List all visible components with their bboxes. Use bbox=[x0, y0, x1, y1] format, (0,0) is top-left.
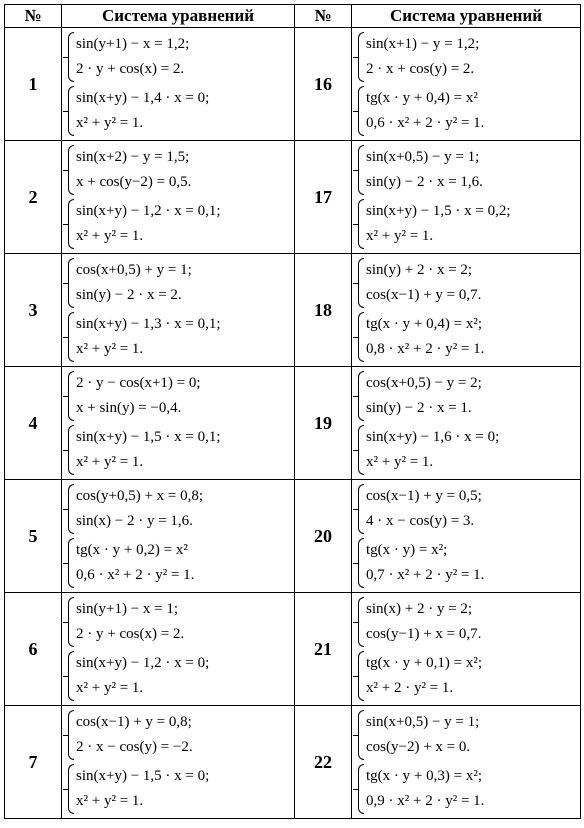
equation-system bbox=[68, 538, 294, 588]
curly-brace bbox=[68, 312, 74, 362]
equation-systems-cell bbox=[352, 593, 581, 706]
equation-systems-cell bbox=[62, 367, 295, 480]
equation-lines bbox=[366, 258, 481, 308]
variant-number: 19 bbox=[295, 367, 352, 480]
variant-number: 17 bbox=[295, 141, 352, 254]
equation: sin(x+y) − 1,3 · x = 0,1; bbox=[76, 316, 221, 332]
curly-brace bbox=[68, 32, 74, 82]
equation-system bbox=[68, 145, 294, 195]
equation-system bbox=[68, 86, 294, 136]
equation-lines bbox=[76, 484, 203, 534]
equation: sin(x+y) − 1,2 · x = 0; bbox=[76, 655, 210, 671]
equation-lines bbox=[76, 764, 209, 814]
equation-system bbox=[68, 710, 294, 760]
variant-number: 2 bbox=[5, 141, 62, 254]
equation: x² + y² = 1. bbox=[76, 228, 144, 244]
equation: x² + y² = 1. bbox=[366, 228, 434, 244]
equation: 0,7 · x² + 2 · y² = 1. bbox=[366, 567, 485, 583]
equation: 2 · y + cos(x) = 2. bbox=[76, 626, 185, 642]
curly-brace bbox=[358, 312, 364, 362]
equation: sin(y) − 2 · x = 1,6. bbox=[366, 174, 483, 190]
equation: sin(x+0,5) − y = 1; bbox=[366, 149, 480, 165]
variant-number: 18 bbox=[295, 254, 352, 367]
variant-number: 16 bbox=[295, 28, 352, 141]
equation-system bbox=[358, 371, 580, 421]
equation: cos(x+0,5) − y = 2; bbox=[366, 375, 482, 391]
equation-lines bbox=[76, 651, 209, 701]
equation: 0,8 · x² + 2 · y² = 1. bbox=[366, 341, 485, 357]
equation: sin(y) + 2 · x = 2; bbox=[366, 262, 473, 278]
equation-lines bbox=[366, 145, 483, 195]
equation-lines bbox=[76, 32, 189, 82]
equation-system bbox=[358, 312, 580, 362]
equation-system bbox=[358, 538, 580, 588]
equation: tg(x · y + 0,3) = x²; bbox=[366, 768, 482, 784]
equation: sin(x+y) − 1,5 · x = 0; bbox=[76, 768, 210, 784]
equation-systems-cell bbox=[352, 28, 581, 141]
equation: tg(x · y + 0,4) = x²; bbox=[366, 316, 482, 332]
header-system: Система уравнений bbox=[352, 5, 581, 28]
equation-lines bbox=[366, 538, 484, 588]
equation: sin(x+y) − 1,6 · x = 0; bbox=[366, 429, 500, 445]
curly-brace bbox=[358, 371, 364, 421]
equation: x² + y² = 1. bbox=[76, 793, 144, 809]
equation: 0,6 · x² + 2 · y² = 1. bbox=[76, 567, 195, 583]
equation: sin(y+1) − x = 1,2; bbox=[76, 36, 190, 52]
curly-brace bbox=[358, 710, 364, 760]
equation-system bbox=[358, 425, 580, 475]
equation: x² + y² = 1. bbox=[76, 341, 144, 357]
table-row bbox=[5, 254, 581, 367]
equation: cos(x−1) + y = 0,8; bbox=[76, 714, 192, 730]
equation: sin(x+y) − 1,2 · x = 0,1; bbox=[76, 203, 221, 219]
equation: 0,6 · x² + 2 · y² = 1. bbox=[366, 115, 485, 131]
curly-brace bbox=[68, 484, 74, 534]
equation-systems-cell bbox=[352, 367, 581, 480]
equation: sin(x+y) − 1,5 · x = 0,2; bbox=[366, 203, 511, 219]
variant-number: 21 bbox=[295, 593, 352, 706]
curly-brace bbox=[68, 764, 74, 814]
equation-lines bbox=[366, 312, 484, 362]
equation: x² + y² = 1. bbox=[366, 454, 434, 470]
equation-systems-cell bbox=[62, 593, 295, 706]
equation-systems-table bbox=[4, 4, 581, 819]
equation: x² + y² = 1. bbox=[76, 115, 144, 131]
equation-system bbox=[68, 425, 294, 475]
equation-lines bbox=[366, 597, 481, 647]
curly-brace bbox=[68, 371, 74, 421]
equation: tg(x · y + 0,1) = x²; bbox=[366, 655, 482, 671]
equation: x + sin(y) = −0,4. bbox=[76, 400, 182, 416]
equation: cos(x−1) + y = 0,5; bbox=[366, 488, 482, 504]
table-row bbox=[5, 480, 581, 593]
equation-lines bbox=[366, 484, 482, 534]
equation: 2 · y − cos(x+1) = 0; bbox=[76, 375, 201, 391]
equation-lines bbox=[366, 371, 482, 421]
variant-number: 22 bbox=[295, 706, 352, 819]
equation: cos(y+0,5) + x = 0,8; bbox=[76, 488, 204, 504]
curly-brace bbox=[68, 145, 74, 195]
equation-system bbox=[68, 258, 294, 308]
equation: sin(x+y) − 1,5 · x = 0,1; bbox=[76, 429, 221, 445]
curly-brace bbox=[358, 199, 364, 249]
equation: x² + y² = 1. bbox=[76, 680, 144, 696]
header-num: № bbox=[295, 5, 352, 28]
equation: cos(x+0,5) + y = 1; bbox=[76, 262, 192, 278]
variant-number: 3 bbox=[5, 254, 62, 367]
equation: 4 · x − cos(y) = 3. bbox=[366, 513, 475, 529]
curly-brace bbox=[68, 538, 74, 588]
equation-system bbox=[358, 145, 580, 195]
table-row bbox=[5, 593, 581, 706]
equation-system bbox=[358, 597, 580, 647]
equation-lines bbox=[366, 651, 482, 701]
equation: sin(y) − 2 · x = 1. bbox=[366, 400, 472, 416]
variant-number: 4 bbox=[5, 367, 62, 480]
equation-system bbox=[358, 199, 580, 249]
equation-system bbox=[358, 32, 580, 82]
equation-lines bbox=[76, 312, 221, 362]
equation-lines bbox=[76, 597, 184, 647]
equation-system bbox=[68, 312, 294, 362]
equation-lines bbox=[76, 425, 221, 475]
variant-number: 6 bbox=[5, 593, 62, 706]
equation-system bbox=[68, 484, 294, 534]
equation-system bbox=[68, 32, 294, 82]
curly-brace bbox=[68, 710, 74, 760]
equation-system bbox=[68, 651, 294, 701]
equation-lines bbox=[366, 86, 484, 136]
equation-systems-cell bbox=[62, 28, 295, 141]
equation: 2 · x − cos(y) = −2. bbox=[76, 739, 193, 755]
equation: cos(y−1) + x = 0,7. bbox=[366, 626, 482, 642]
equation-systems-cell bbox=[62, 706, 295, 819]
equation-lines bbox=[76, 710, 193, 760]
equation-system bbox=[358, 710, 580, 760]
header-num: № bbox=[5, 5, 62, 28]
equation-system bbox=[358, 484, 580, 534]
variant-number: 5 bbox=[5, 480, 62, 593]
curly-brace bbox=[358, 597, 364, 647]
variant-number: 1 bbox=[5, 28, 62, 141]
curly-brace bbox=[358, 651, 364, 701]
equation: sin(x) + 2 · y = 2; bbox=[366, 601, 473, 617]
equation-lines bbox=[366, 32, 479, 82]
equation-system bbox=[358, 764, 580, 814]
equation: 2 · x + cos(y) = 2. bbox=[366, 61, 475, 77]
equation: cos(y−2) + x = 0. bbox=[366, 739, 471, 755]
equation-systems-cell bbox=[62, 141, 295, 254]
equation: sin(x) − 2 · y = 1,6. bbox=[76, 513, 193, 529]
curly-brace bbox=[358, 86, 364, 136]
equation-systems-cell bbox=[352, 141, 581, 254]
equation: sin(x+0,5) − y = 1; bbox=[366, 714, 480, 730]
equation: tg(x · y + 0,2) = x² bbox=[76, 542, 188, 558]
equation-lines bbox=[76, 199, 221, 249]
equation-system bbox=[68, 597, 294, 647]
equation-system bbox=[68, 199, 294, 249]
equation-lines bbox=[76, 258, 192, 308]
curly-brace bbox=[358, 538, 364, 588]
equation-system bbox=[358, 86, 580, 136]
header-system: Система уравнений bbox=[62, 5, 295, 28]
curly-brace bbox=[68, 651, 74, 701]
equation-systems-cell bbox=[352, 706, 581, 819]
table-row bbox=[5, 141, 581, 254]
equation-systems-cell bbox=[62, 254, 295, 367]
equation-system bbox=[68, 764, 294, 814]
table-row bbox=[5, 706, 581, 819]
curly-brace bbox=[358, 258, 364, 308]
equation: x + cos(y−2) = 0,5. bbox=[76, 174, 192, 190]
equation-lines bbox=[76, 86, 209, 136]
variant-number: 7 bbox=[5, 706, 62, 819]
curly-brace bbox=[68, 425, 74, 475]
equation: x² + 2 · y² = 1. bbox=[366, 680, 454, 696]
equation-lines bbox=[76, 371, 201, 421]
curly-brace bbox=[68, 199, 74, 249]
equation: sin(y) − 2 · x = 2. bbox=[76, 287, 182, 303]
table-row bbox=[5, 367, 581, 480]
equation: cos(x−1) + y = 0,7. bbox=[366, 287, 482, 303]
curly-brace bbox=[358, 764, 364, 814]
curly-brace bbox=[68, 597, 74, 647]
equation-systems-cell bbox=[352, 480, 581, 593]
equation: sin(y+1) − x = 1; bbox=[76, 601, 179, 617]
equation: 2 · y + cos(x) = 2. bbox=[76, 61, 185, 77]
equation-systems-cell bbox=[352, 254, 581, 367]
equation: 0,9 · x² + 2 · y² = 1. bbox=[366, 793, 485, 809]
equation: sin(x+y) − 1,4 · x = 0; bbox=[76, 90, 210, 106]
equation-lines bbox=[366, 710, 479, 760]
equation: tg(x · y) = x²; bbox=[366, 542, 448, 558]
equation-system bbox=[358, 258, 580, 308]
equation-system bbox=[68, 371, 294, 421]
equation-system bbox=[358, 651, 580, 701]
equation-lines bbox=[76, 145, 191, 195]
curly-brace bbox=[358, 425, 364, 475]
equation: tg(x · y + 0,4) = x² bbox=[366, 90, 478, 106]
curly-brace bbox=[68, 258, 74, 308]
equation-lines bbox=[366, 425, 499, 475]
curly-brace bbox=[358, 32, 364, 82]
equation: sin(x+1) − y = 1,2; bbox=[366, 36, 480, 52]
equation-systems-cell bbox=[62, 480, 295, 593]
variant-number: 20 bbox=[295, 480, 352, 593]
equation-lines bbox=[366, 764, 484, 814]
table-header-row bbox=[5, 5, 581, 28]
curly-brace bbox=[358, 145, 364, 195]
curly-brace bbox=[68, 86, 74, 136]
table-row bbox=[5, 28, 581, 141]
equation: x² + y² = 1. bbox=[76, 454, 144, 470]
equation: sin(x+2) − y = 1,5; bbox=[76, 149, 190, 165]
equation-lines bbox=[76, 538, 194, 588]
equation-lines bbox=[366, 199, 511, 249]
curly-brace bbox=[358, 484, 364, 534]
